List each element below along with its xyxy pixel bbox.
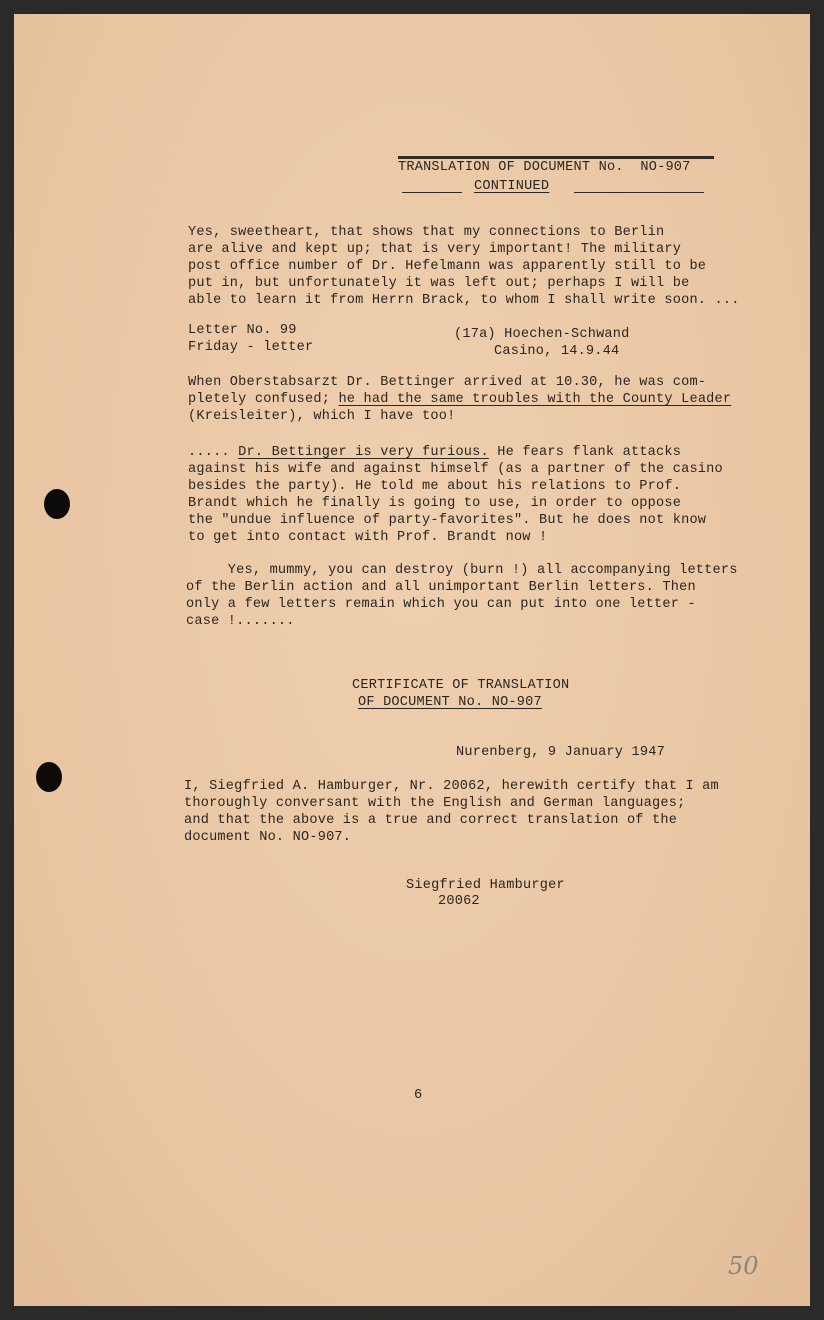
p3-underlined-text: Dr. Bettinger is very furious. xyxy=(238,445,489,460)
header-subtitle: CONTINUED xyxy=(474,179,550,194)
page-number: 6 xyxy=(414,1088,423,1103)
p3-line-1 xyxy=(188,445,681,462)
signature-name: Siegfried Hamburger xyxy=(406,878,565,893)
letter-number: Letter No. 99 xyxy=(188,323,297,338)
certificate-title: CERTIFICATE OF TRANSLATION xyxy=(352,678,570,693)
p3-prefix: ..... xyxy=(188,445,239,460)
p1-line-4: put in, but unfortunately it was left out; perhaps I will be xyxy=(188,276,690,291)
p3-line-3: besides the party). He told me about his relations to Prof. xyxy=(188,479,682,494)
certificate-line-2: thoroughly conversant with the English and German languages; xyxy=(184,796,686,811)
p2-line-1: When Oberstabsarzt Dr. Bettinger arrived at 10.30, he was com- xyxy=(188,375,707,390)
signature-number: 20062 xyxy=(438,894,480,909)
p1-line-1: Yes, sweetheart, that shows that my connections to Berlin xyxy=(188,225,665,240)
certificate-place-date: Nurenberg, 9 January 1947 xyxy=(456,745,665,760)
punch-hole-top xyxy=(44,489,70,519)
letter-day: Friday - letter xyxy=(188,340,314,355)
p1-line-2: are alive and kept up; that is very important! The military xyxy=(188,242,682,257)
p2-line-3: (Kreisleiter), which I have too! xyxy=(188,409,456,424)
certificate-subtitle: OF DOCUMENT No. NO-907 xyxy=(358,695,542,710)
p3-line-2: against his wife and against himself (as a partner of the casino xyxy=(188,462,723,477)
p2-underlined-text: he had the same troubles with the County Leader xyxy=(338,392,732,407)
p4-line-2: of the Berlin action and all unimportant Berlin letters. Then xyxy=(186,580,696,595)
header-top-rule xyxy=(398,156,714,159)
pencil-page-mark: 50 xyxy=(728,1252,759,1280)
certificate-line-4: document No. NO-907. xyxy=(184,830,352,845)
p2-line-2 xyxy=(188,392,731,409)
header-left-dash xyxy=(402,192,462,193)
p3-line-4: Brandt which he finally is going to use, in order to oppose xyxy=(188,496,682,511)
certificate-line-3: and that the above is a true and correct translation of the xyxy=(184,813,678,828)
p1-line-3: post office number of Dr. Hefelmann was apparently still to be xyxy=(188,259,707,274)
p3-line-1-rest: He fears flank attacks xyxy=(488,445,682,460)
header-right-dash xyxy=(574,192,704,193)
p4-line-4: case !....... xyxy=(186,614,295,629)
document-page xyxy=(14,14,810,1306)
certificate-line-1: I, Siegfried A. Hamburger, Nr. 20062, herewith certify that I am xyxy=(184,779,719,794)
punch-hole-bottom xyxy=(36,762,62,792)
p3-line-5: the "undue influence of party-favorites". But he does not know xyxy=(188,513,707,528)
letter-date: Casino, 14.9.44 xyxy=(494,344,620,359)
p2-line-2-plain: pletely confused; xyxy=(188,392,339,407)
letter-place: (17a) Hoechen-Schwand xyxy=(454,327,630,342)
p4-line-3: only a few letters remain which you can put into one letter - xyxy=(186,597,696,612)
p1-line-5: able to learn it from Herrn Brack, to whom I shall write soon. ... xyxy=(188,293,740,308)
p3-line-6: to get into contact with Prof. Brandt now ! xyxy=(188,530,548,545)
p4-line-1: Yes, mummy, you can destroy (burn !) all accompanying letters xyxy=(186,563,738,578)
header-title: TRANSLATION OF DOCUMENT No. NO-907 xyxy=(398,160,691,175)
